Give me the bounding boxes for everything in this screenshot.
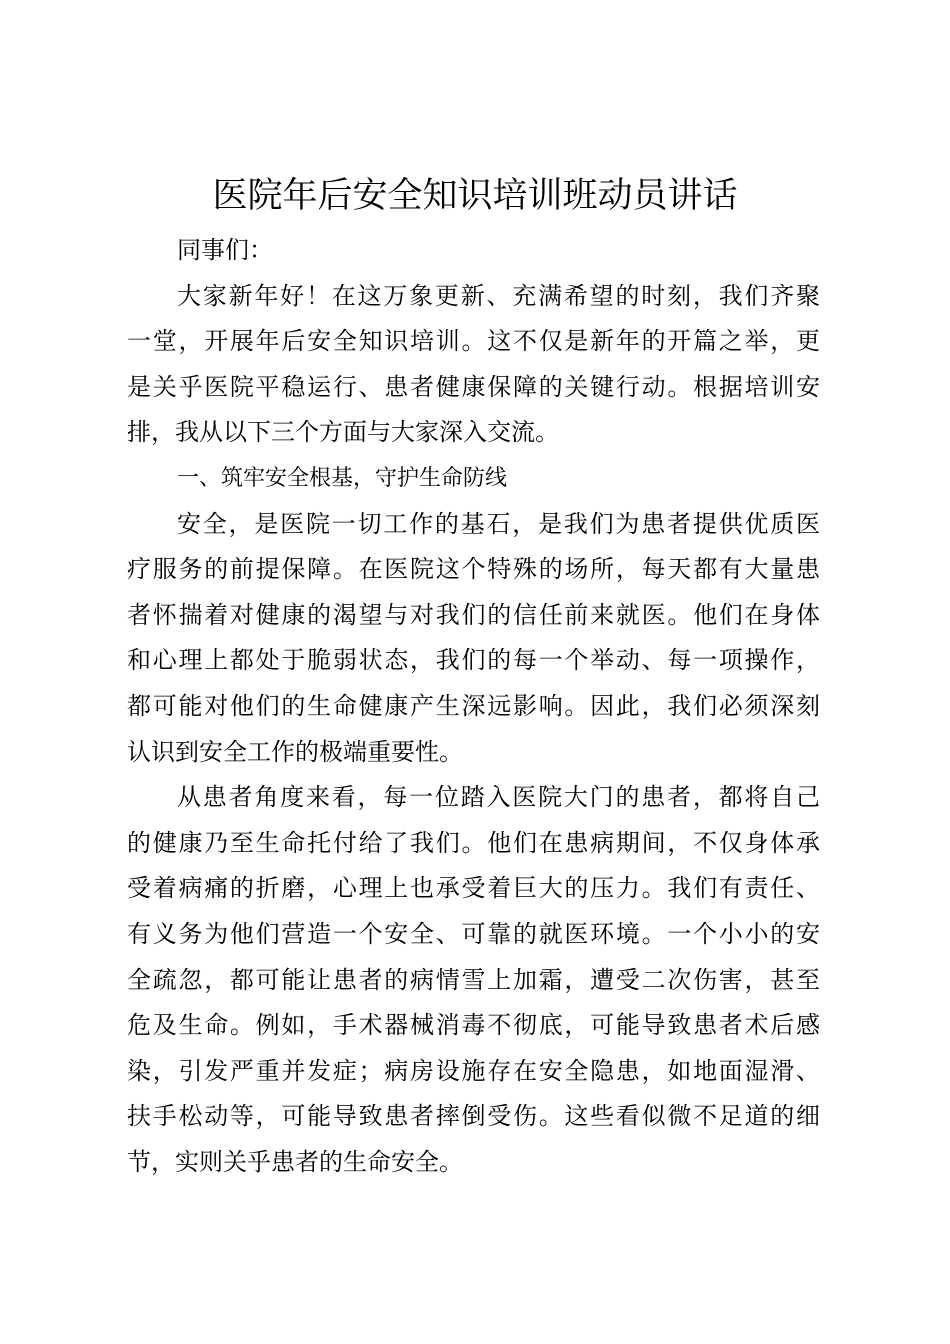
document-title: 医院年后安全知识培训班动员讲话 (212, 176, 738, 216)
paragraph-line: 排，我从以下三个方面与大家深入交流。 (127, 418, 559, 447)
paragraph-line: 扶手松动等，可能导致患者摔倒受伤。这些看似微不足道的细 (127, 1102, 820, 1131)
paragraph-line: 有义务为他们营造一个安全、可靠的就医环境。一个小小的安 (127, 919, 820, 948)
salutation: 同事们： (177, 236, 273, 264)
document-body (127, 228, 820, 1185)
paragraph-line: 是关乎医院平稳运行、患者健康保障的关键行动。根据培训安 (127, 372, 820, 401)
paragraph-line: 节，实则关乎患者的生命安全。 (127, 1147, 463, 1176)
section-heading: 一、筑牢安全根基，守护生命防线 (177, 465, 508, 491)
paragraph-line: 大家新年好！在这万象更新、充满希望的时刻，我们齐聚 (177, 281, 820, 310)
paragraph-line: 危及生命。例如，手术器械消毒不彻底，可能导致患者术后感 (127, 1011, 820, 1040)
paragraph-line: 者怀揣着对健康的渴望与对我们的信任前来就医。他们在身体 (127, 600, 820, 629)
paragraph-line: 都可能对他们的生命健康产生深远影响。因此，我们必须深刻 (127, 691, 820, 720)
paragraph-line: 安全，是医院一切工作的基石，是我们为患者提供优质医 (177, 509, 820, 538)
paragraph-line: 受着病痛的折磨，心理上也承受着巨大的压力。我们有责任、 (127, 874, 820, 903)
paragraph-line: 疗服务的前提保障。在医院这个特殊的场所，每天都有大量患 (127, 555, 820, 584)
paragraph-line: 的健康乃至生命托付给了我们。他们在患病期间，不仅身体承 (127, 828, 820, 857)
body-paragraph (127, 502, 820, 776)
paragraph-line: 全疏忽，都可能让患者的病情雪上加霜，遭受二次伤害，甚至 (127, 965, 820, 994)
body-paragraph (127, 775, 820, 1185)
paragraph-line: 认识到安全工作的极端重要性。 (127, 737, 463, 766)
paragraph-line: 和心理上都处于脆弱状态，我们的每一个举动、每一项操作， (127, 646, 820, 675)
intro-paragraph (127, 274, 820, 456)
paragraph-line: 一堂，开展年后安全知识培训。这不仅是新年的开篇之举，更 (127, 327, 820, 356)
paragraph-line: 染，引发严重并发症；病房设施存在安全隐患，如地面湿滑、 (127, 1056, 820, 1085)
paragraph-line: 从患者角度来看，每一位踏入医院大门的患者，都将自己 (177, 783, 820, 812)
